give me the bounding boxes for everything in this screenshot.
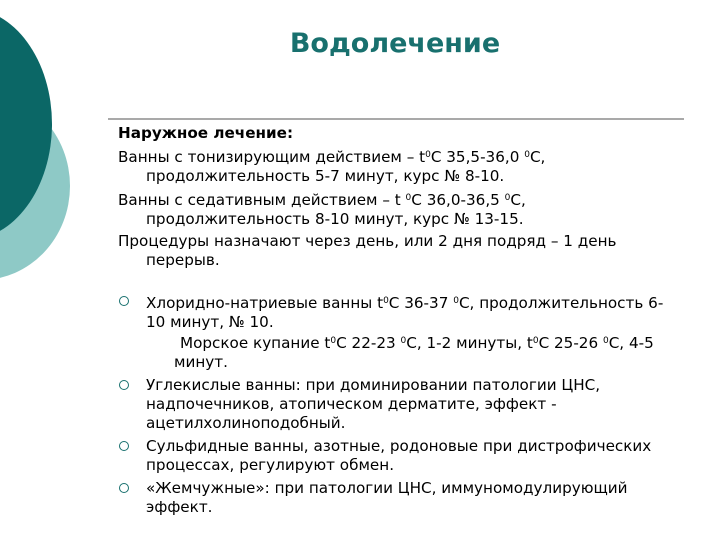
degree-mark: 0 [532,336,539,346]
bullet-circle-icon [119,441,129,451]
degree-mark: 0 [425,150,431,160]
degree-mark: 0 [504,193,511,203]
text-fragment: Хлоридно-натриевые ванны t [146,294,384,312]
list-item-text [146,292,678,332]
list-item-subtext-sea-bathing [146,332,678,372]
text-fragment: С, продолжительность 6-10 минут, № 10. [146,294,664,331]
degree-mark: 0 [400,336,407,346]
degree-mark: 0 [453,296,459,306]
text-fragment: С, 4-5 минут. [174,334,654,371]
slide-content [118,124,678,521]
slide-title: Водолечение [289,28,501,59]
text-fragment: С, продолжительность 8-10 минут, курс № 13-15. [146,191,526,228]
paragraph-schedule: Процедуры назначают через день, или 2 дня подряд – 1 день перерыв. [118,232,617,269]
list-item-chloride-sodium [118,292,678,372]
degree-mark: 0 [330,336,337,346]
list-item-sulfide-baths [118,437,678,475]
list-item-pearl-baths [118,479,678,517]
list-item-text: «Жемчужные»: при патологии ЦНС, иммуномодулирующий эффект. [146,479,628,516]
spacer [118,273,678,292]
degree-mark: 0 [405,193,412,203]
bullet-circle-icon [119,296,129,306]
degree-mark: 0 [383,296,389,306]
text-fragment: С 22-23 [336,334,401,352]
text-fragment: Ванны с тонизирующим действием – t [118,148,426,166]
title-divider [108,118,684,120]
text-fragment: Ванны с седативным действием – t [118,191,406,209]
bullet-circle-icon [119,380,129,390]
text-fragment: С, 1-2 минуты, t [406,334,533,352]
text-fragment: С 35,5-36,0 [430,148,525,166]
text-fragment: С 36,0-36,5 [411,191,505,209]
paragraph-sedative-baths [118,189,678,229]
list-item-text: Углекислые ванны: при доминировании патологии ЦНС, надпочечников, атопическом дерматите, эффект - ацетилхолиноподобный. [146,376,601,432]
text-fragment: Морское купание t [180,334,331,352]
text-fragment: С 25-26 [538,334,603,352]
list-item-carbonic-baths [118,376,678,433]
section-heading: Наружное лечение: [118,124,294,142]
paragraph-tonic-baths [118,146,678,186]
degree-mark: 0 [602,336,609,346]
text-fragment: С, продолжительность 5-7 минут, курс № 8-10. [146,148,546,185]
text-fragment: С 36-37 [388,294,454,312]
list-item-text: Сульфидные ванны, азотные, родоновые при дистрофических процессах, регулируют обмен. [146,437,652,474]
bullet-circle-icon [119,483,129,493]
degree-mark: 0 [524,150,530,160]
